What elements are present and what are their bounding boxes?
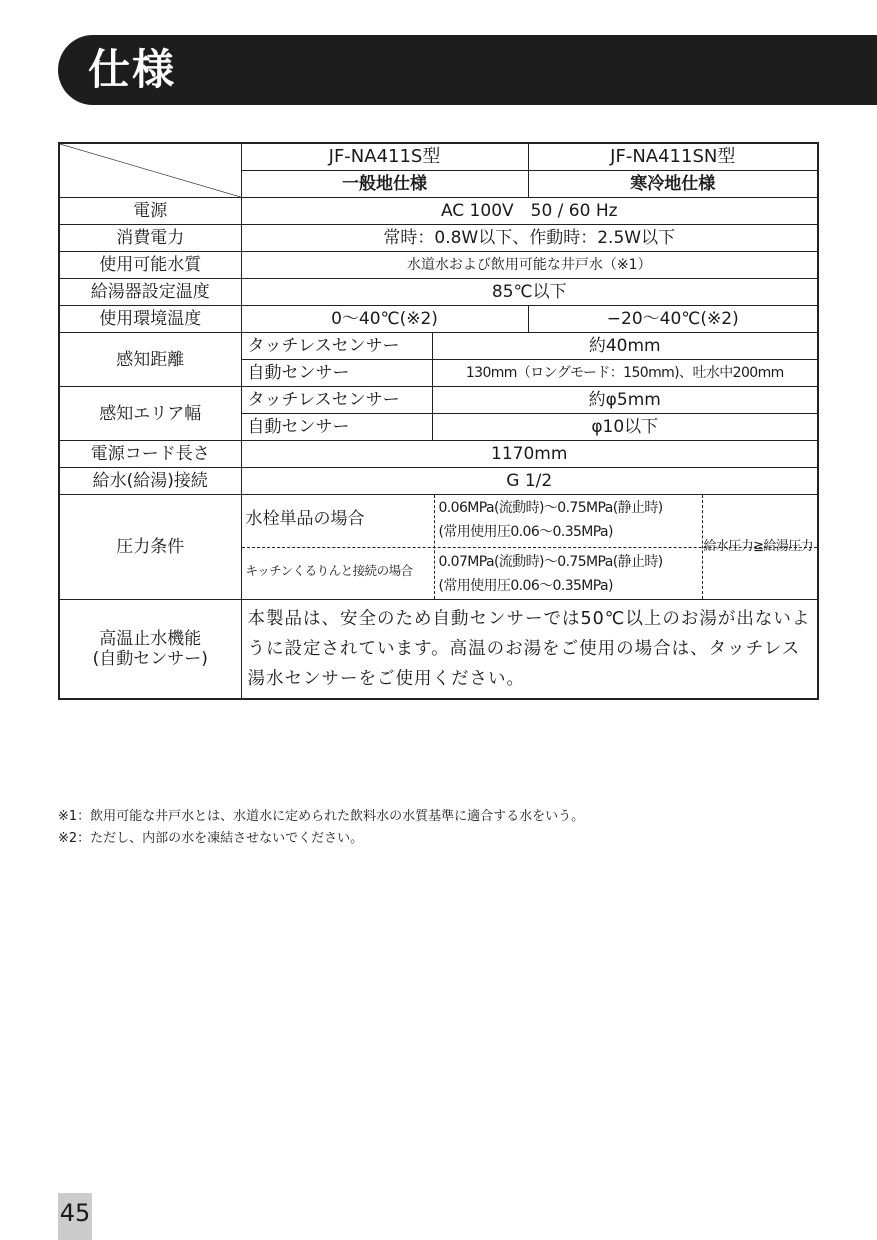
pressure-single-label: 水栓単品の場合 — [245, 509, 365, 529]
diagonal-line — [60, 144, 241, 197]
pressure-grid — [242, 495, 818, 599]
cord-label: 電源コード長さ — [59, 441, 241, 468]
spec-table — [58, 142, 819, 700]
pressure-kitchen-line1: 0.07MPa(流動時)〜0.75MPa(静止時) — [438, 554, 663, 570]
distance-auto-label: 自動センサー — [241, 360, 432, 387]
power-label: 電源 — [59, 198, 241, 225]
env-label: 使用環境温度 — [59, 306, 241, 333]
power-value: AC 100V 50 / 60 Hz — [241, 198, 818, 225]
area-touchless-label: タッチレスセンサー — [241, 387, 432, 414]
area-label: 感知エリア幅 — [59, 387, 241, 441]
heater-value: 85℃以下 — [241, 279, 818, 306]
area-touchless-value: 約φ5mm — [432, 387, 818, 414]
distance-touchless-label: タッチレスセンサー — [241, 333, 432, 360]
notes — [58, 806, 584, 850]
pressure-bracket-right — [702, 495, 703, 599]
env-value-1: 0〜40℃(※2) — [241, 306, 528, 333]
heater-label: 給湯器設定温度 — [59, 279, 241, 306]
water-label: 使用可能水質 — [59, 252, 241, 279]
page-number: 45 — [58, 1193, 92, 1240]
pressure-right-note: 給水圧力≧給湯圧力 — [703, 539, 813, 554]
page-title: 仕様 — [88, 45, 177, 94]
connection-value: G 1/2 — [241, 468, 818, 495]
distance-touchless-value: 約40mm — [432, 333, 818, 360]
area-auto-label: 自動センサー — [241, 414, 432, 441]
distance-auto-value: 130mm（ロングモード：150mm)、吐水中200mm — [432, 360, 818, 387]
pressure-label: 圧力条件 — [59, 495, 241, 600]
pressure-cell — [241, 495, 818, 600]
pressure-kitchen-line2: (常用使用圧0.06〜0.35MPa) — [438, 578, 613, 594]
env-value-2: −20〜40℃(※2) — [528, 306, 818, 333]
model-2: JF-NA411SN型 — [528, 143, 818, 171]
hightemp-value: 本製品は、安全のため自動センサーでは50℃以上のお湯が出ないように設定されています。高温のお湯をご使用の場合は、タッチレス湯水センサーをご使用ください。 — [241, 600, 818, 700]
hightemp-label-line2: (自動センサー) — [92, 649, 208, 669]
hightemp-label-line1: 高温止水機能 — [99, 629, 202, 649]
header-bar — [58, 35, 877, 105]
pressure-kitchen-label: キッチンくるりんと接続の場合 — [245, 563, 413, 578]
corner-cell — [59, 143, 241, 198]
consumption-value: 常時：0.8W以下、作動時：2.5W以下 — [241, 225, 818, 252]
note-1: ※1：飲用可能な井戸水とは、水道水に定められた飲料水の水質基準に適合する水をいう。 — [58, 809, 585, 824]
hightemp-label — [59, 600, 241, 700]
cord-value: 1170mm — [241, 441, 818, 468]
consumption-label: 消費電力 — [59, 225, 241, 252]
pressure-single-line1: 0.06MPa(流動時)〜0.75MPa(静止時) — [438, 500, 663, 516]
pressure-bracket-left — [434, 495, 435, 599]
connection-label: 給水(給湯)接続 — [59, 468, 241, 495]
pressure-single-line2: (常用使用圧0.06〜0.35MPa) — [438, 524, 613, 540]
distance-label: 感知距離 — [59, 333, 241, 387]
variant-2: 寒冷地仕様 — [528, 171, 818, 198]
area-auto-value: φ10以下 — [432, 414, 818, 441]
model-1: JF-NA411S型 — [241, 143, 528, 171]
note-2: ※2：ただし、内部の水を凍結させないでください。 — [58, 831, 364, 846]
water-value: 水道水および飲用可能な井戸水（※1） — [241, 252, 818, 279]
variant-1: 一般地仕様 — [241, 171, 528, 198]
